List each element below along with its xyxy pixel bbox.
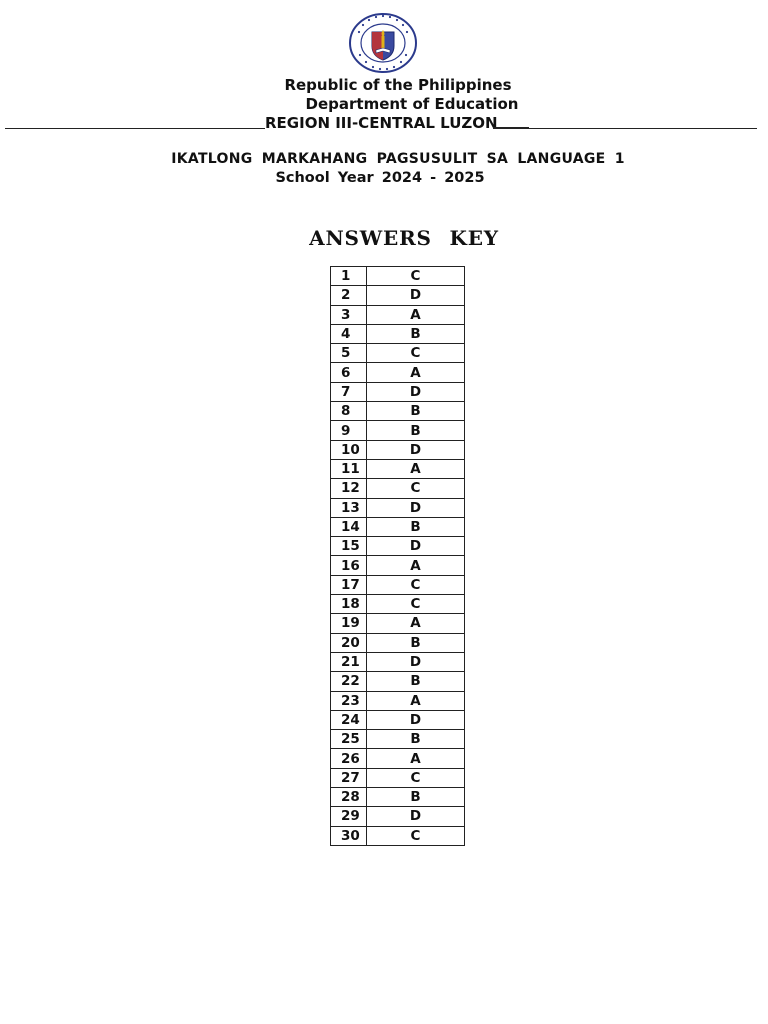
item-answer: D <box>367 652 465 671</box>
answer-row <box>331 286 465 305</box>
header-rule-right <box>529 128 757 129</box>
item-answer: C <box>367 479 465 498</box>
item-number: 19 <box>331 614 367 633</box>
answer-key-table <box>330 266 465 846</box>
item-number: 10 <box>331 440 367 459</box>
item-answer: C <box>367 344 465 363</box>
item-answer: C <box>367 768 465 787</box>
school-year: School Year 2024 - 2025 <box>275 170 485 186</box>
answer-row <box>331 768 465 787</box>
item-answer: D <box>367 498 465 517</box>
answer-key-title: ANSWERS KEY <box>309 226 499 250</box>
item-number: 2 <box>331 286 367 305</box>
item-number: 13 <box>331 498 367 517</box>
answer-row <box>331 363 465 382</box>
item-answer: A <box>367 459 465 478</box>
item-answer: A <box>367 556 465 575</box>
region-label: REGION III-CENTRAL LUZON <box>265 114 498 132</box>
item-number: 16 <box>331 556 367 575</box>
item-answer: A <box>367 691 465 710</box>
item-answer: D <box>367 807 465 826</box>
answer-row <box>331 595 465 614</box>
item-number: 21 <box>331 652 367 671</box>
answer-row <box>331 807 465 826</box>
answer-row <box>331 344 465 363</box>
item-number: 27 <box>331 768 367 787</box>
item-answer: C <box>367 595 465 614</box>
answer-row <box>331 788 465 807</box>
answer-row <box>331 267 465 286</box>
answer-row <box>331 517 465 536</box>
answer-row <box>331 556 465 575</box>
answer-row <box>331 498 465 517</box>
item-number: 8 <box>331 402 367 421</box>
answer-row <box>331 575 465 594</box>
answer-row <box>331 826 465 845</box>
republic-heading: Republic of the Philippines <box>284 76 512 94</box>
item-answer: B <box>367 421 465 440</box>
answer-row <box>331 305 465 324</box>
answer-row <box>331 749 465 768</box>
item-answer: D <box>367 440 465 459</box>
item-answer: C <box>367 826 465 845</box>
answer-row <box>331 421 465 440</box>
header-rule-middle <box>493 127 529 129</box>
item-answer: B <box>367 324 465 343</box>
item-number: 17 <box>331 575 367 594</box>
department-heading: Department of Education <box>305 95 519 113</box>
answer-row <box>331 459 465 478</box>
answer-row <box>331 652 465 671</box>
item-answer: D <box>367 537 465 556</box>
item-number: 22 <box>331 672 367 691</box>
answer-key-body <box>331 267 465 846</box>
answer-row <box>331 324 465 343</box>
item-number: 12 <box>331 479 367 498</box>
item-number: 11 <box>331 459 367 478</box>
answer-row <box>331 672 465 691</box>
answer-row <box>331 479 465 498</box>
item-number: 28 <box>331 788 367 807</box>
item-answer: D <box>367 710 465 729</box>
answer-row <box>331 710 465 729</box>
answer-row <box>331 402 465 421</box>
answer-row <box>331 537 465 556</box>
item-number: 14 <box>331 517 367 536</box>
answer-row <box>331 691 465 710</box>
item-answer: C <box>367 267 465 286</box>
item-answer: B <box>367 517 465 536</box>
answer-row <box>331 440 465 459</box>
item-answer: B <box>367 788 465 807</box>
item-number: 3 <box>331 305 367 324</box>
item-answer: A <box>367 305 465 324</box>
item-number: 6 <box>331 363 367 382</box>
answer-row <box>331 730 465 749</box>
item-number: 30 <box>331 826 367 845</box>
item-number: 5 <box>331 344 367 363</box>
item-answer: B <box>367 730 465 749</box>
exam-title: IKATLONG MARKAHANG PAGSUSULIT SA LANGUAGE 1 <box>171 151 625 167</box>
item-answer: B <box>367 672 465 691</box>
item-answer: A <box>367 749 465 768</box>
item-answer: D <box>367 382 465 401</box>
item-number: 7 <box>331 382 367 401</box>
item-number: 4 <box>331 324 367 343</box>
answer-row <box>331 614 465 633</box>
item-number: 20 <box>331 633 367 652</box>
item-number: 26 <box>331 749 367 768</box>
item-number: 24 <box>331 710 367 729</box>
item-answer: A <box>367 614 465 633</box>
answer-row <box>331 382 465 401</box>
item-answer: A <box>367 363 465 382</box>
header-rule-left <box>5 128 265 129</box>
item-answer: B <box>367 633 465 652</box>
item-number: 15 <box>331 537 367 556</box>
item-number: 1 <box>331 267 367 286</box>
deped-seal-icon <box>346 12 420 74</box>
item-number: 29 <box>331 807 367 826</box>
item-answer: C <box>367 575 465 594</box>
item-number: 25 <box>331 730 367 749</box>
item-number: 18 <box>331 595 367 614</box>
item-number: 23 <box>331 691 367 710</box>
item-answer: D <box>367 286 465 305</box>
item-number: 9 <box>331 421 367 440</box>
item-answer: B <box>367 402 465 421</box>
answer-row <box>331 633 465 652</box>
